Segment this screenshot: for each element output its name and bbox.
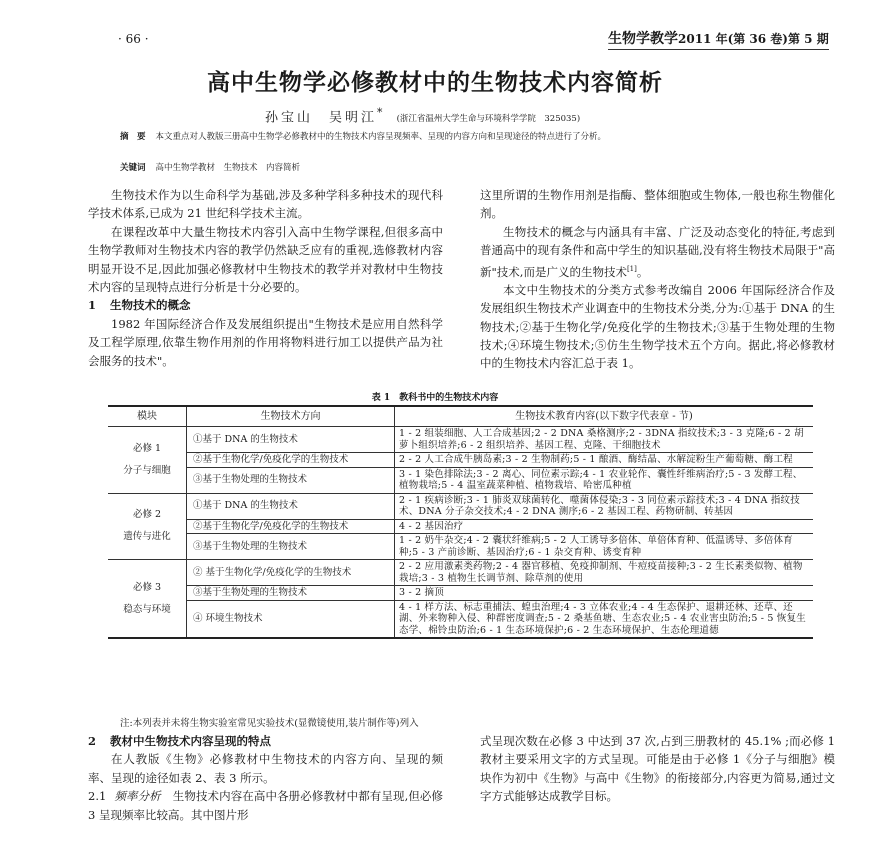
section-heading-1 (88, 296, 443, 314)
content-cell: 3 - 2 摘顶 (395, 586, 814, 601)
header-direction: 生物技术方向 (187, 406, 395, 427)
section-heading-2 (88, 732, 443, 750)
module-cell (108, 560, 187, 639)
paragraph: 本文中生物技术的分类方式参考改编自 2006 年国际经济合作及发展组织生物技术产业调查中的生物技术分类,分为:①基于 DNA 的生物技术;②基于生物化学/免疫化学的生物技术;③基于生物处理的生物技术;④环境生物技术;⑤仿生生物学技术五个方向。据此,将必修教材中的生物技术内容汇总于表 1。 (480, 282, 835, 371)
module-subtitle: 分子与细胞 (123, 464, 171, 476)
keywords-label: 关键词 (120, 163, 146, 173)
module-subtitle: 遗传与进化 (123, 531, 171, 543)
authors: 孙宝山 吴明江 (265, 110, 378, 126)
paragraph: 生物技术作为以生命科学为基础,涉及多种学科多种技术的现代科学技术体系,已成为 21 世纪科学技术主流。 (88, 188, 443, 221)
table-header-row (108, 406, 813, 427)
body-right-column (480, 186, 835, 373)
table-row (108, 493, 813, 519)
table-row (108, 560, 813, 586)
affiliation: (浙江省温州大学生命与环境科学学院 325035) (396, 114, 581, 125)
content-cell: 1 - 2 组装细胞、人工合成基因;2 - 2 DNA 桑格测序;2 - 3DNA 指纹技术;3 - 3 克隆;6 - 2 胡萝卜组织培养;6 - 2 组织培养、基因工程、克隆、干细胞技术 (395, 427, 814, 453)
paragraph: 在人教版《生物》必修教材中生物技术的内容方向、呈现的频率、呈现的途径如表 2、表 3 所示。 (88, 752, 443, 785)
paragraph-text: 生物技术内容在高中各册必修教材中都有呈现,但必修 3 呈现频率比较高。其中图片形 (88, 789, 444, 822)
direction-cell: ② 基于生物化学/免疫化学的生物技术 (187, 560, 395, 586)
table-row (108, 427, 813, 453)
module-name: 必修 1 (132, 442, 162, 454)
direction-cell: ③基于生物处理的生物技术 (187, 534, 395, 560)
body-left-column (88, 186, 443, 370)
abstract-text: 本文重点对人教版三册高中生物学必修教材中的生物技术内容呈现频率、呈现的内容方向和呈现途径的特点进行了分析。 (155, 132, 607, 142)
table-row (108, 586, 813, 601)
table-row (108, 519, 813, 534)
section-number: 2 (88, 734, 97, 748)
paragraph-end: 。 (636, 264, 649, 279)
section2-left-column (88, 732, 443, 824)
content-cell: 2 - 2 应用激素类药物;2 - 4 器官移植、免疫抑制剂、牛痘疫苗接种;3 - 2 生长素类似物、植物栽培;3 - 3 植物生长调节剂、除草剂的使用 (395, 560, 814, 586)
article-title: 高中生物学必修教材中的生物技术内容简析 (207, 70, 663, 96)
direction-cell: ②基于生物化学/免疫化学的生物技术 (187, 519, 395, 534)
journal-issue: 2011 年(第 36 卷)第 5 期 (678, 32, 829, 46)
section-title: 教材中生物技术内容呈现的特点 (110, 734, 272, 748)
direction-cell: ③基于生物处理的生物技术 (187, 467, 395, 493)
table-row (108, 453, 813, 468)
paragraph: 这里所谓的生物作用剂是指酶、整体细胞或生物体,一般也称生物催化剂。 (480, 188, 835, 221)
direction-cell: ④ 环境生物技术 (187, 600, 395, 638)
author-mark: * (377, 106, 383, 119)
paragraph: 1982 年国际经济合作及发展组织提出"生物技术是应用自然科学及工程学原理,依靠生物作用剂的作用将物料进行加工以提供产品为社会服务的技术"。 (88, 316, 443, 368)
subsection-paragraph (88, 787, 443, 824)
direction-cell: ②基于生物化学/免疫化学的生物技术 (187, 453, 395, 468)
paragraph: 在课程改革中大量生物技术内容引入高中生物学课程,但很多高中生物学教师对生物技术内容的教学仍然缺乏应有的重视,选修教材内容明显开设不足,因此加强必修教材中生物技术的教学并对教材中生物技术内容的呈现特点进行分析是十分必要的。 (88, 224, 443, 295)
module-subtitle: 稳态与环境 (123, 603, 171, 615)
content-cell: 3 - 1 染色排除法;3 - 2 离心、同位素示踪;4 - 1 农业轮作、囊性纤维病治疗;5 - 3 发酵工程、植物栽培;5 - 4 温室蔬菜种植、植物栽培、哈密瓜种植 (395, 467, 814, 493)
table-1 (108, 405, 813, 639)
page-number: · 66 · (118, 32, 149, 46)
module-cell (108, 493, 187, 560)
header-content: 生物技术教育内容(以下数字代表章 - 节) (395, 406, 814, 427)
module-name: 必修 3 (132, 581, 162, 593)
paragraph: 式呈现次数在必修 3 中达到 37 次,占到三册教材的 45.1% ;而必修 1 教材主要采用文字的方式呈现。可能是由于必修 1《分子与细胞》模块作为初中《生物》与高中《生物》的衔接部分,内容更为简易,通过文字方式能够达成教学目标。 (480, 734, 835, 804)
paragraph-text: 生物技术的概念与内涵具有丰富、广泛及动态变化的特征,考虑到普通高中的现有条件和高中学生的知识基础,没有将生物技术局限于"高新"技术,而是广义的生物技术 (480, 224, 835, 279)
content-cell: 2 - 2 人工合成牛胰岛素;3 - 2 生物制药;5 - 1 酿酒、酶结晶、水解淀粉生产葡萄糖、酶工程 (395, 453, 814, 468)
subsection-title: 频率分析 (114, 789, 161, 804)
paragraph (480, 223, 835, 281)
content-cell: 4 - 1 样方法、标志重捕法、蝗虫治理;4 - 3 立体农业;4 - 4 生态保护、退耕还林、还草、还湖、外来物种入侵、种群密度调查;5 - 2 桑基鱼塘、生态农业;5 - 4 农业害虫防治;5 - 5 恢复生态学、棉铃虫防治;6 - 1 生态环境保护;6 - 2 生态环境保护、生态伦理道德 (395, 600, 814, 638)
section2-right-column (480, 732, 835, 806)
content-cell: 4 - 2 基因治疗 (395, 519, 814, 534)
direction-cell: ①基于 DNA 的生物技术 (187, 427, 395, 453)
citation-ref: [1] (626, 264, 637, 273)
direction-cell: ①基于 DNA 的生物技术 (187, 493, 395, 519)
content-cell: 2 - 1 疾病诊断;3 - 1 肺炎双球菌转化、噬菌体侵染;3 - 3 同位素示踪技术;3 - 4 DNA 指纹技术、DNA 分子杂交技术;4 - 2 DNA 测序;6 - 2 基因工程、药物研制、转基因 (395, 493, 814, 519)
module-name: 必修 2 (132, 509, 162, 521)
journal-header (608, 28, 829, 50)
subsection-number: 2.1 (88, 789, 107, 804)
abstract-label: 摘 要 (120, 132, 146, 142)
header-module: 模块 (108, 406, 187, 427)
table-row (108, 467, 813, 493)
table-note: 注:本列表并未将生物实验室常见实验技术(显微镜使用,装片制作等)列入 (120, 718, 419, 729)
section-title: 生物技术的概念 (110, 298, 191, 313)
section-number: 1 (88, 298, 97, 313)
author-line (265, 106, 580, 125)
journal-name: 生物学教学 (608, 31, 678, 47)
table-row (108, 534, 813, 560)
keywords-text: 高中生物学教材 生物技术 内容简析 (155, 163, 301, 173)
table-row (108, 600, 813, 638)
direction-cell: ③基于生物处理的生物技术 (187, 586, 395, 601)
abstract (120, 130, 810, 145)
keywords (120, 161, 300, 173)
content-cell: 1 - 2 奶牛杂交;4 - 2 囊状纤维病;5 - 2 人工诱导多倍体、单倍体育种、低温诱导、多倍体育种;5 - 3 产前诊断、基因治疗;6 - 1 杂交育种、诱变育种 (395, 534, 814, 560)
module-cell (108, 427, 187, 494)
table-caption: 表 1 教科书中的生物技术内容 (371, 393, 499, 403)
